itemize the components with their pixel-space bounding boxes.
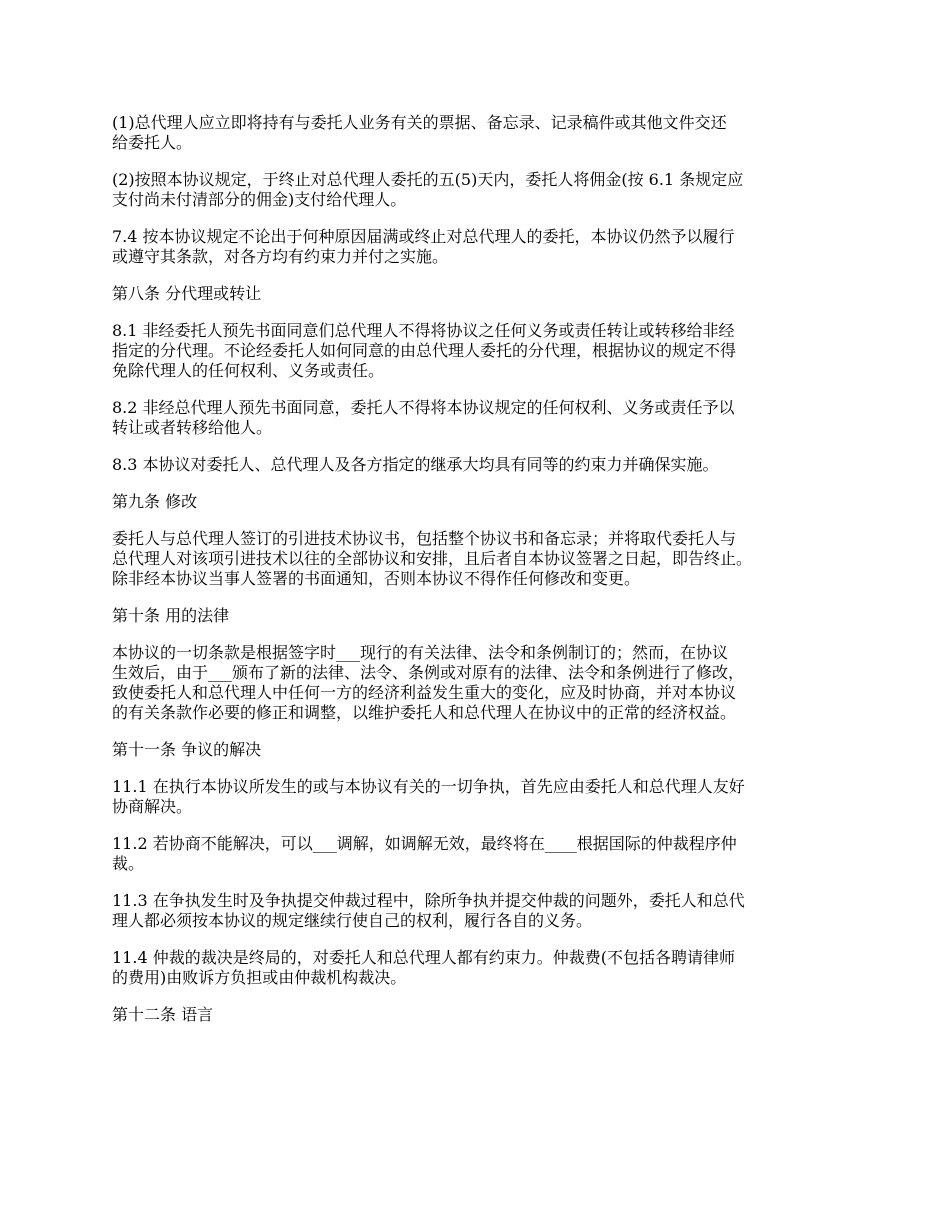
document-page xyxy=(112,113,842,1042)
text-line: 11.2 若协商不能解决，可以___调解，如调解无效，最终将在____根据国际的仲裁程序仲 xyxy=(112,834,737,853)
section-heading-article-10: 第十条 用的法律 xyxy=(112,606,230,625)
text-line: 或遵守其条款，对各方均有约束力并付之实施。 xyxy=(112,247,449,266)
paragraph-clause-7-4 xyxy=(112,227,842,267)
paragraph-article-9-body xyxy=(112,529,842,589)
text-line: 给委托人。 xyxy=(112,133,193,152)
text-line: 转让或者转移给他人。 xyxy=(112,418,273,437)
text-line: 的费用)由败诉方负担或由仲裁机构裁决。 xyxy=(112,968,407,987)
paragraph-clause-11-1 xyxy=(112,777,842,817)
text-line: 11.3 在争执发生时及争执提交仲裁过程中，除所争执并提交仲裁的问题外，委托人和总代 xyxy=(112,891,745,910)
text-line: 除非经本协议当事人签署的书面通知，否则本协议不得作任何修改和变更。 xyxy=(112,569,641,588)
section-heading-article-11: 第十一条 争议的解决 xyxy=(112,740,262,759)
text-line: 总代理人对该项引进技术以往的全部协议和安排，且后者自本协议签署之日起，即告终止。 xyxy=(112,549,753,568)
paragraph-clause-11-2 xyxy=(112,834,842,874)
section-heading-article-8: 第八条 分代理或转让 xyxy=(112,284,262,303)
text-line: 支付尚未付清部分的佣金)支付给代理人。 xyxy=(112,190,407,209)
text-line: 8.2 非经总代理人预先书面同意，委托人不得将本协议规定的任何权利、义务或责任予以 xyxy=(112,398,735,417)
paragraph-clause-7-3-2 xyxy=(112,170,842,210)
paragraph-clause-8-1 xyxy=(112,321,842,381)
section-heading-article-12: 第十二条 语言 xyxy=(112,1005,214,1024)
text-line: 理人都必须按本协议的规定继续行使自己的权利，履行各自的义务。 xyxy=(112,911,593,930)
text-line: 本协议的一切条款是根据签字时___现行的有关法律、法令和条例制订的；然而，在协议 xyxy=(112,643,729,662)
text-line: 的有关条款作必要的修正和调整，以维护委托人和总代理人在协议中的正常的经济权益。 xyxy=(112,703,737,722)
text-line: 委托人与总代理人签订的引进技术协议书，包括整个协议书和备忘录；并将取代委托人与 xyxy=(112,529,737,548)
text-line: 裁。 xyxy=(112,854,145,873)
text-line: 8.1 非经委托人预先书面同意们总代理人不得将协议之任何义务或责任转让或转移给非经 xyxy=(112,321,735,340)
section-heading-article-9: 第九条 修改 xyxy=(112,492,198,511)
text-line: (1)总代理人应立即将持有与委托人业务有关的票据、备忘录、记录稿件或其他文件交还 xyxy=(112,113,727,132)
text-line: 7.4 按本协议规定不论出于何种原因届满或终止对总代理人的委托，本协议仍然予以履行 xyxy=(112,227,735,246)
text-line: (2)按照本协议规定，于终止对总代理人委托的五(5)天内，委托人将佣金(按 6.1 条规定应 xyxy=(112,170,744,189)
text-line: 11.4 仲裁的裁决是终局的，对委托人和总代理人都有约束力。仲裁费(不包括各聘请律师 xyxy=(112,948,735,967)
text-line: 生效后，由于___颁布了新的法律、法令、条例或对原有的法律、法令和条例进行了修改， xyxy=(112,663,745,682)
paragraph-clause-7-3-1 xyxy=(112,113,842,153)
text-line: 致使委托人和总代理人中任何一方的经济利益发生重大的变化，应及时协商，并对本协议 xyxy=(112,683,737,702)
text-line: 免除代理人的任何权利、义务或责任。 xyxy=(112,361,385,380)
paragraph-clause-8-3 xyxy=(112,455,842,475)
paragraph-clause-11-3 xyxy=(112,891,842,931)
paragraph-clause-8-2 xyxy=(112,398,842,438)
text-line: 协商解决。 xyxy=(112,797,193,816)
text-line: 11.1 在执行本协议所发生的或与本协议有关的一切争执，首先应由委托人和总代理人友好 xyxy=(112,777,745,796)
paragraph-article-10-body xyxy=(112,643,842,723)
paragraph-clause-11-4 xyxy=(112,948,842,988)
text-line: 指定的分代理。不论经委托人如何同意的由总代理人委托的分代理，根据协议的规定不得 xyxy=(112,341,737,360)
text-line: 8.3 本协议对委托人、总代理人及各方指定的继承大均具有同等的约束力并确保实施。 xyxy=(112,455,719,474)
